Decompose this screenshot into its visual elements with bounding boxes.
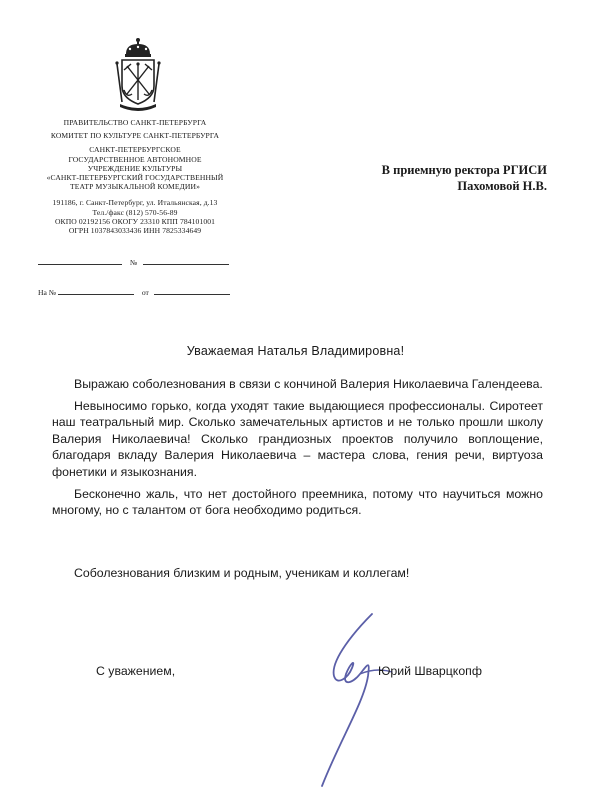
regards: С уважением, xyxy=(96,664,176,678)
government-name: ПРАВИТЕЛЬСТВО САНКТ-ПЕТЕРБУРГА xyxy=(63,118,207,127)
institution-address xyxy=(20,198,250,235)
address-line: ОГРН 1037843033436 ИНН 7825334649 xyxy=(68,226,202,236)
addressee-line: В приемную ректора РГИСИ xyxy=(381,163,547,177)
address-line: 191186, г. Санкт-Петербург, ул. Итальянская, д.13 xyxy=(52,198,218,208)
ref-from-label: от xyxy=(141,288,149,297)
salutation: Уважаемая Наталья Владимировна! xyxy=(186,344,405,358)
ref-date-blank xyxy=(154,286,230,295)
address-line: ОКПО 02192156 ОКОГУ 23310 КПП 784101001 xyxy=(54,216,216,226)
institution-line: ГОСУДАРСТВЕННОЕ АВТОНОМНОЕ xyxy=(68,154,202,164)
paragraph: Выражаю соболезнования в связи с кончиной Валерия Николаевича Галендеева. xyxy=(74,377,543,391)
number-blank xyxy=(143,256,229,265)
coat-of-arms-icon xyxy=(112,36,164,112)
addressee xyxy=(382,162,547,194)
letter-body xyxy=(52,376,543,524)
institution-name xyxy=(20,145,250,191)
ref-number-blank xyxy=(58,286,134,295)
ref-prefix: На № xyxy=(38,288,56,297)
outgoing-number-line xyxy=(38,256,229,267)
number-label: № xyxy=(129,258,138,267)
institution-line: УЧРЕЖДЕНИЕ КУЛЬТУРЫ xyxy=(87,163,183,173)
signer-name: Юрий Шварцкопф xyxy=(378,664,482,678)
institution-line: ТЕАТР МУЗЫКАЛЬНОЙ КОМЕДИИ» xyxy=(69,182,200,192)
addressee-name: Пахомовой Н.В. xyxy=(457,179,547,193)
condolence-closing: Соболезнования близким и родным, ученикам и коллегам! xyxy=(74,566,410,580)
date-blank xyxy=(38,256,122,265)
signature-icon xyxy=(300,590,420,790)
address-line: Тел./факс (812) 570-56-89 xyxy=(92,207,178,217)
paragraph: Невыносимо горько, когда уходят такие выдающиеся профессионалы. Сиротеет наш театральный мир. Сколько замечательных артистов и не только прошли школу Валерия Николаевича! Сколько грандиозных проектов получило воплощение, благодаря вкладу Валерия Николаевича – мастера слова, гения речи, виртуоза фонетики и языкознания. xyxy=(52,398,543,479)
letterhead xyxy=(20,118,250,235)
paragraph: Бесконечно жаль, что нет достойного преемника, потому что научиться можно многому, но с талантом от бога необходимо родиться. xyxy=(52,486,543,518)
reference-line xyxy=(38,286,230,297)
committee-name: КОМИТЕТ ПО КУЛЬТУРЕ САНКТ-ПЕТЕРБУРГА xyxy=(50,131,220,141)
institution-line: «САНКТ-ПЕТЕРБУРГСКИЙ ГОСУДАРСТВЕННЫЙ xyxy=(46,173,224,183)
institution-line: САНКТ-ПЕТЕРБУРГСКОЕ xyxy=(89,145,181,155)
